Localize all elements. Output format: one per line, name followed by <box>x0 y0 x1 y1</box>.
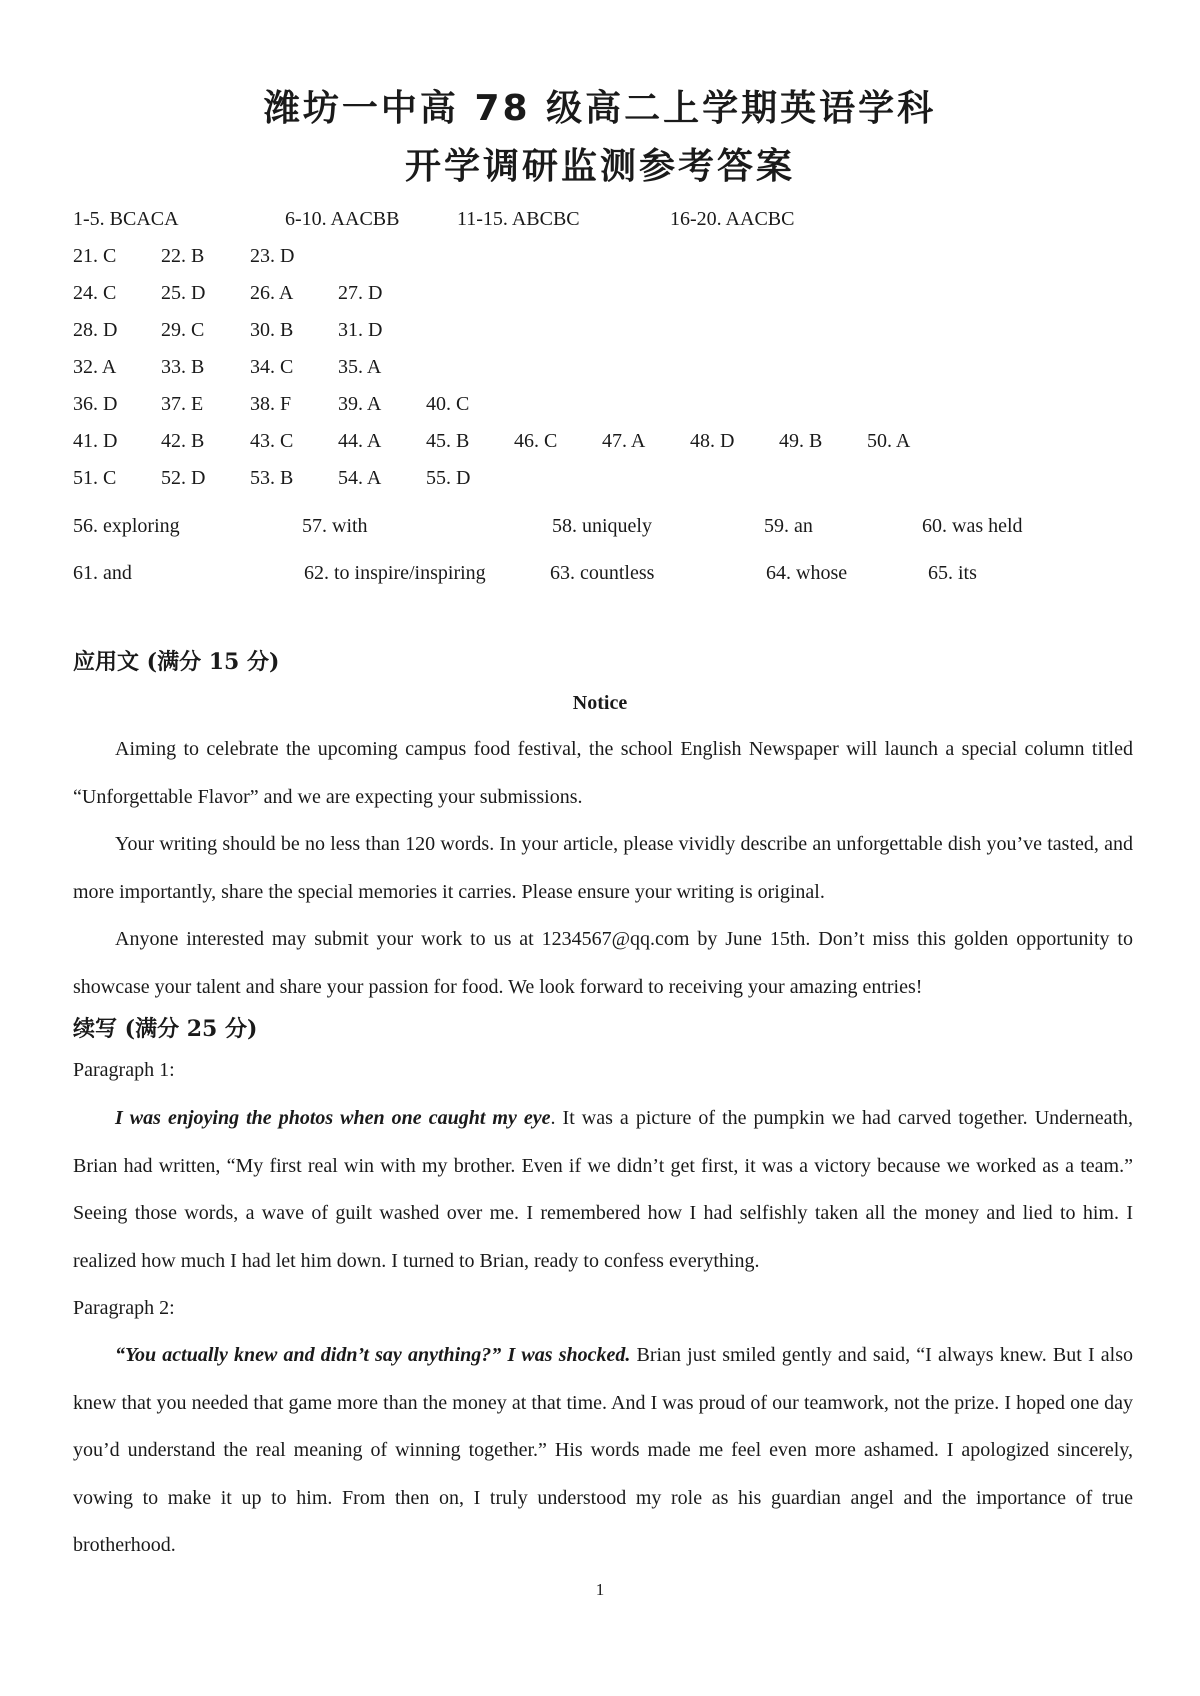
paragraph-lead-sentence: “You actually knew and didn’t say anything?” I was shocked. <box>115 1344 631 1366</box>
answer-item: 37. E <box>161 393 204 415</box>
answer-item: 44. A <box>338 430 382 452</box>
answer-item: 34. C <box>250 356 294 378</box>
answer-item: 35. A <box>338 356 382 378</box>
answer-item: 51. C <box>73 467 117 489</box>
continuation-paragraph-1 <box>73 1095 1133 1285</box>
answer-item: 38. F <box>250 393 292 415</box>
answer-item: 63. countless <box>550 562 655 584</box>
answer-group: 1-5. BCACA <box>73 208 179 230</box>
answer-item: 30. B <box>250 319 294 341</box>
page-title: 潍坊一中高 78 级高二上学期英语学科 <box>263 88 937 129</box>
answer-item: 47. A <box>602 430 646 452</box>
notice-title: Notice <box>572 692 628 714</box>
answer-item: 61. and <box>73 562 132 584</box>
paragraph-lead-sentence: I was enjoying the photos when one caught my eye <box>115 1107 551 1129</box>
answer-group: 16-20. AACBC <box>670 208 795 230</box>
answer-item: 36. D <box>73 393 118 415</box>
paragraph-body: Brian just smiled gently and said, “I always knew. But I also knew that you needed that game more than the money at that time. And I was proud of our teamwork, not the prize. I hoped one day you’d understand the real meaning of winning together.” His words made me feel even more ashamed. I apologized sincerely, vowing to make it up to him. From then on, I truly understood my role as his guardian angel and the importance of true brotherhood. <box>73 1344 1133 1556</box>
continuation-paragraph-2 <box>73 1332 1133 1570</box>
answer-item: 49. B <box>779 430 823 452</box>
answer-group: 6-10. AACBB <box>285 208 400 230</box>
answer-item: 48. D <box>690 430 735 452</box>
answer-item: 21. C <box>73 245 117 267</box>
answer-item: 41. D <box>73 430 118 452</box>
answer-item: 42. B <box>161 430 205 452</box>
section-heading-continuation: 续写 (满分 25 分) <box>73 1016 258 1042</box>
answer-item: 50. A <box>867 430 911 452</box>
paragraph-label: Paragraph 1: <box>73 1059 175 1081</box>
answer-item: 26. A <box>250 282 294 304</box>
paragraph-body: . It was a picture of the pumpkin we had carved together. Underneath, Brian had written, “My first real win with my brother. Even if we didn’t get first, it was a victory because we worked as a team.” Seeing those words, a wave of guilt washed over me. I remembered how I had selfishly taken all the money and lied to him. I realized how much I had let him down. I turned to Brian, ready to confess everything. <box>73 1107 1133 1272</box>
notice-paragraph: Anyone interested may submit your work to us at 1234567@qq.com by June 15th. Don’t miss this golden opportunity to showcase your talent and share your passion for food. We look forward to receiving your amazing entries! <box>73 928 1133 998</box>
answer-item: 58. uniquely <box>552 515 652 537</box>
answer-item: 33. B <box>161 356 205 378</box>
answer-item: 64. whose <box>766 562 848 584</box>
answer-item: 54. A <box>338 467 382 489</box>
answer-item: 59. an <box>764 515 813 537</box>
answer-item: 23. D <box>250 245 295 267</box>
answer-item: 28. D <box>73 319 118 341</box>
page-subtitle: 开学调研监测参考答案 <box>404 146 795 187</box>
answer-item: 65. its <box>928 562 977 584</box>
answer-item: 60. was held <box>922 515 1023 537</box>
answer-item: 53. B <box>250 467 294 489</box>
answer-item: 31. D <box>338 319 383 341</box>
answer-item: 62. to inspire/inspiring <box>304 562 486 584</box>
answer-item: 27. D <box>338 282 383 304</box>
answer-item: 32. A <box>73 356 117 378</box>
page-number: 1 <box>595 1580 605 1599</box>
answer-item: 45. B <box>426 430 470 452</box>
answer-group: 11-15. ABCBC <box>457 208 580 230</box>
answer-item: 57. with <box>302 515 368 537</box>
answer-item: 40. C <box>426 393 470 415</box>
answer-item: 29. C <box>161 319 205 341</box>
answer-item: 52. D <box>161 467 206 489</box>
answer-item: 43. C <box>250 430 294 452</box>
paragraph-label: Paragraph 2: <box>73 1297 175 1319</box>
answer-item: 46. C <box>514 430 558 452</box>
section-heading-applied-writing: 应用文 (满分 15 分) <box>73 649 280 675</box>
answer-item: 24. C <box>73 282 117 304</box>
notice-paragraph: Your writing should be no less than 120 words. In your article, please vividly describe an unforgettable dish you’ve tasted, and more importantly, share the special memories it carries. Please ensure your writing is original. <box>73 833 1133 903</box>
notice-paragraph: Aiming to celebrate the upcoming campus food festival, the school English Newspaper will launch a special column titled “Unforgettable Flavor” and we are expecting your submissions. <box>73 738 1133 808</box>
answer-item: 56. exploring <box>73 515 180 537</box>
answer-item: 39. A <box>338 393 382 415</box>
answer-item: 22. B <box>161 245 205 267</box>
answer-item: 55. D <box>426 467 471 489</box>
answer-item: 25. D <box>161 282 206 304</box>
